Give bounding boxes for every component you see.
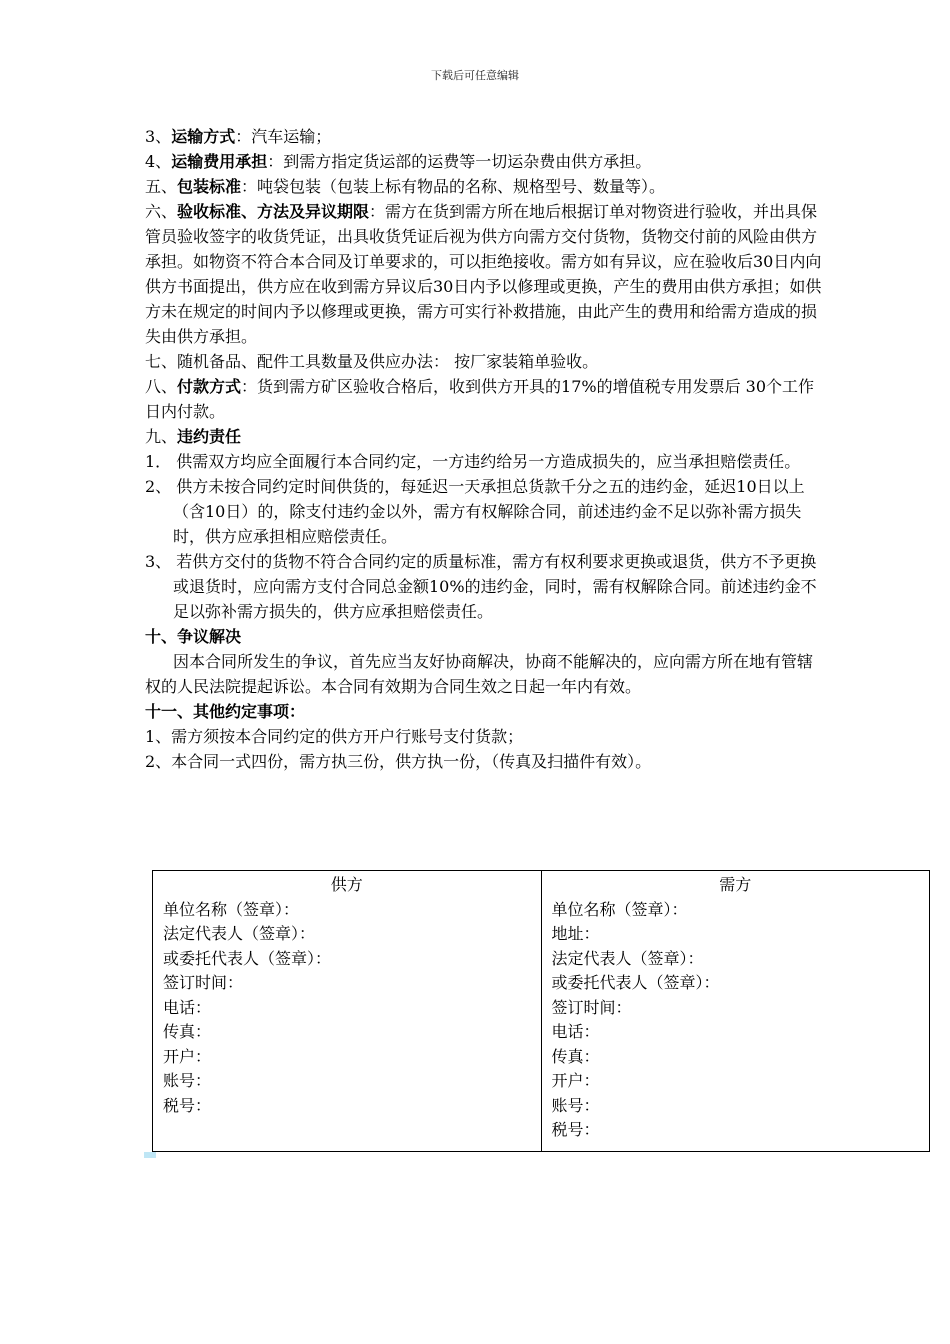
signature-table bbox=[152, 870, 930, 1152]
buyer-field: 法定代表人（签章）： bbox=[551, 948, 704, 968]
clause-number: 3、 bbox=[145, 127, 172, 146]
supplier-field: 账号： bbox=[163, 1071, 212, 1090]
text-cursor-marker bbox=[144, 1152, 156, 1158]
supplier-field: 签订时间： bbox=[163, 973, 244, 992]
liability-clause-2: 2、 供方未按合同约定时间供货的，每延迟一天承担总货款千分之五的违约金，延迟10日以上（含10日）的，除支付违约金以外，需方有权解除合同，前述违约金不足以弥补需方损失时，供方应承担相应赔偿责任。 bbox=[145, 477, 805, 546]
supplier-title: 供方 bbox=[330, 875, 363, 894]
clause-text: ：吨袋包装（包装上标有物品的名称、规格型号、数量等）。 bbox=[241, 177, 666, 196]
page-header: 下载后可任意编辑 bbox=[431, 69, 519, 82]
buyer-field: 或委托代表人（签章）： bbox=[551, 973, 720, 992]
supplier-field: 或委托代表人（签章）： bbox=[163, 948, 332, 968]
clause-title: 运输方式 bbox=[171, 127, 236, 146]
other-clause-2: 2、本合同一式四份，需方执三份，供方执一份，（传真及扫描件有效）。 bbox=[145, 752, 652, 771]
clause-title: 验收标准、方法及异议期限 bbox=[177, 202, 370, 221]
supplier-field: 法定代表人（签章）： bbox=[163, 924, 316, 943]
clause-liability-heading bbox=[145, 424, 825, 449]
clause-acceptance bbox=[145, 199, 825, 349]
supplier-field: 单位名称（签章）： bbox=[163, 899, 300, 919]
clause-dispute-text: 因本合同所发生的争议，首先应当友好协商解决，协商不能解决的，应向需方所在地有管辖权的人民法院提起诉讼。本合同有效期为合同生效之日起一年内有效。 bbox=[145, 652, 814, 696]
contract-body bbox=[145, 124, 825, 774]
clause-number: 八、 bbox=[145, 377, 178, 396]
liability-clause-1: 1． 供需双方均应全面履行本合同约定，一方违约给另一方造成损失的，应当承担赔偿责任。 bbox=[145, 452, 801, 471]
clause-text: ：到需方指定货运部的运费等一切运杂费由供方承担。 bbox=[267, 152, 652, 171]
buyer-field: 签订时间： bbox=[551, 997, 632, 1017]
buyer-field: 账号： bbox=[551, 1095, 600, 1115]
supplier-field: 开户： bbox=[163, 1046, 212, 1066]
clause-payment bbox=[145, 374, 825, 424]
clause-other-heading: 十一、其他约定事项： bbox=[145, 702, 306, 721]
supplier-field: 税号： bbox=[163, 1095, 212, 1115]
buyer-field: 开户： bbox=[551, 1071, 600, 1090]
clause-number: 4、 bbox=[145, 152, 172, 171]
clause-number: 六、 bbox=[145, 202, 178, 221]
buyer-field: 单位名称（签章）： bbox=[551, 899, 688, 919]
clause-spare-parts: 七、随机备品、配件工具数量及供应办法： 按厂家装箱单验收。 bbox=[145, 352, 599, 371]
buyer-title: 需方 bbox=[719, 875, 752, 894]
clause-transport-cost bbox=[145, 149, 825, 174]
clause-number: 五、 bbox=[145, 177, 178, 196]
clause-number: 九、 bbox=[145, 427, 178, 446]
clause-text: ：需方在货到需方所在地后根据订单对物资进行验收，并出具保管员验收签字的收货凭证，出具收货凭证后视为供方向需方交付货物，货物交付前的风险由供方承担。如物资不符合本合同及订单要求的，可以拒绝接收。需方如有异议，应在验收后30日内向供方书面提出，供方应在收到需方异议后30日内予以修理或更换，产生的费用由供方承担；如供方未在规定的时间内予以修理或更换，需方可实行补救措施，由此产生的费用和给需方造成的损失由供方承担。 bbox=[145, 202, 822, 346]
clause-packaging bbox=[145, 174, 825, 199]
liability-clause-3: 3、 若供方交付的货物不符合合同约定的质量标准，需方有权利要求更换或退货，供方不予更换或退货时，应向需方支付合同总金额10%的违约金，同时，需有权解除合同。前述违约金不足以弥补需方损失的，供方应承担赔偿责任。 bbox=[145, 552, 817, 621]
clause-title: 包装标准 bbox=[177, 177, 242, 196]
supplier-field: 传真： bbox=[163, 1022, 212, 1041]
supplier-field: 电话： bbox=[163, 997, 212, 1017]
clause-title: 运输费用承担 bbox=[171, 152, 268, 171]
other-clause-1: 1、需方须按本合同约定的供方开户行账号支付货款； bbox=[145, 727, 524, 746]
buyer-field: 地址： bbox=[551, 924, 600, 943]
clause-dispute-heading: 十、争议解决 bbox=[145, 627, 242, 646]
buyer-field: 税号： bbox=[551, 1120, 600, 1139]
buyer-field: 电话： bbox=[551, 1022, 600, 1041]
clause-title: 付款方式 bbox=[177, 377, 242, 396]
buyer-field: 传真： bbox=[551, 1046, 600, 1066]
clause-transport-method bbox=[145, 124, 825, 149]
clause-title: 违约责任 bbox=[177, 427, 242, 446]
buyer-column bbox=[541, 871, 930, 1152]
supplier-column bbox=[153, 871, 542, 1152]
clause-text: ：汽车运输； bbox=[235, 127, 332, 146]
clause-text: ：货到需方矿区验收合格后，收到供方开具的17%的增值税专用发票后 30个工作日内付款。 bbox=[145, 377, 815, 421]
